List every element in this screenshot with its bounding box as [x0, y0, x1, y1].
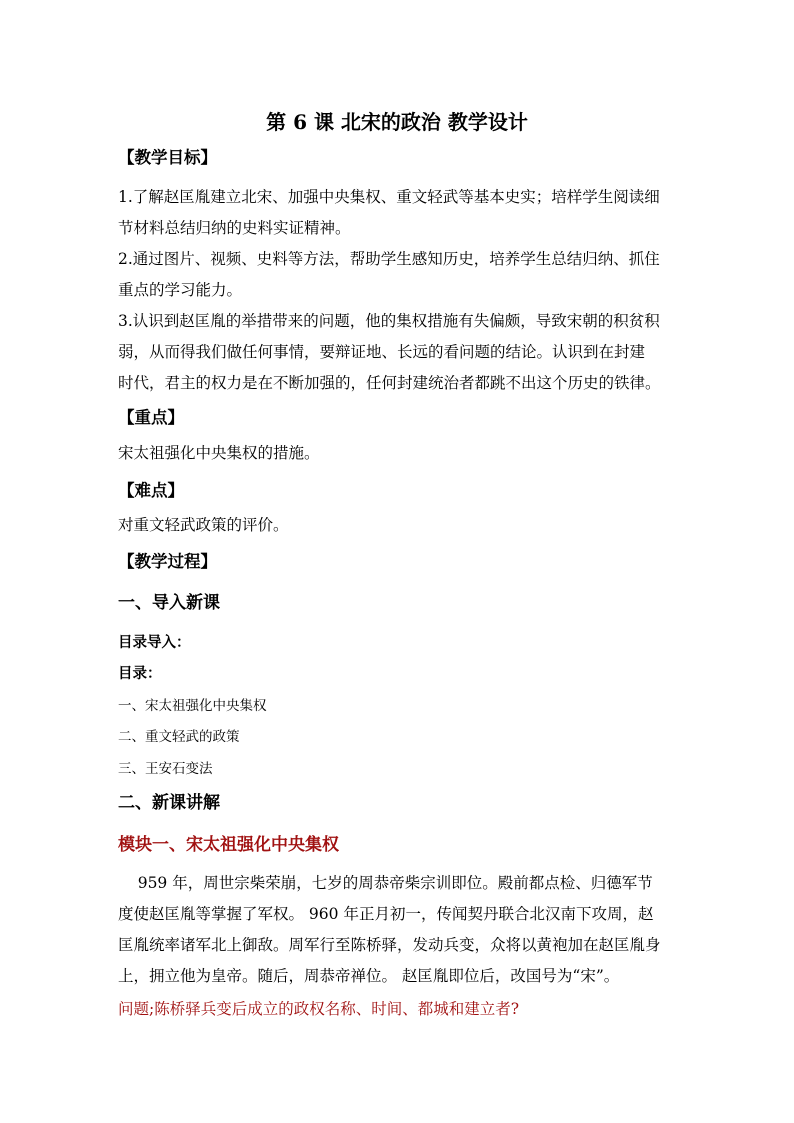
paragraph-line: 上，拥立他为皇帝。随后，周恭帝禅位。 赵匡胤即位后，改国号为“宋”。 [118, 967, 620, 985]
objective-line: 1.了解赵匡胤建立北宋、加强中央集权、重文轻武等基本史实；培样学生阅读细 [118, 188, 660, 206]
objective-line: 重点的学习能力。 [118, 281, 243, 299]
objectives-heading: 【教学目标】 [118, 148, 217, 167]
question-text: 问题;陈桥驿兵变后成立的政权名称、时间、都城和建立者? [118, 1000, 520, 1018]
objective-line: 节材料总结归纳的史料实证精神。 [118, 219, 351, 237]
objective-line: 时代，君主的权力是在不断加强的，任何封建统治者都跳不出这个历史的铁律。 [118, 374, 661, 392]
key-point-heading: 【重点】 [118, 408, 184, 427]
toc-intro: 目录导入： [118, 634, 191, 651]
objective-line: 2.通过图片、视频、史料等方法，帮助学生感知历史，培养学生总结归纳、抓住 [118, 250, 660, 268]
paragraph-line: 959 年，周世宗柴荣崩，七岁的周恭帝柴宗训即位。殿前都点检、归德军节 [118, 874, 653, 892]
objective-line: 3.认识到赵匡胤的举措带来的问题，他的集权措施有失偏颇，导致宋朝的积贫积 [118, 312, 660, 330]
toc-item: 二、重文轻武的政策 [118, 729, 240, 745]
toc-item: 三、王安石变法 [118, 761, 213, 777]
section-heading: 一、导入新课 [118, 593, 220, 613]
module-heading: 模块一、宋太祖强化中央集权 [118, 835, 339, 855]
paragraph-line: 匡胤统率诸军北上御敌。周军行至陈桥驿，发动兵变，众将以黄袍加在赵匡胤身 [118, 936, 661, 954]
paragraph-line: 度使赵匡胤等掌握了军权。 960 年正月初一，传闻契丹联合北汉南下攻周，赵 [118, 905, 654, 923]
document-title: 第 6 课 北宋的政治 教学设计 [266, 110, 528, 134]
objective-line: 弱，从而得我们做任何事情，要辩证地、长远的看问题的结论。认识到在封建 [118, 343, 646, 361]
difficulty-text: 对重文轻武政策的评价。 [118, 516, 289, 534]
process-heading: 【教学过程】 [118, 552, 217, 571]
toc-item: 一、宋太祖强化中央集权 [118, 698, 267, 714]
difficulty-heading: 【难点】 [118, 481, 184, 500]
key-point-text: 宋太祖强化中央集权的措施。 [118, 444, 320, 462]
toc-label: 目录： [118, 665, 162, 682]
section-heading: 二、新课讲解 [118, 793, 220, 813]
